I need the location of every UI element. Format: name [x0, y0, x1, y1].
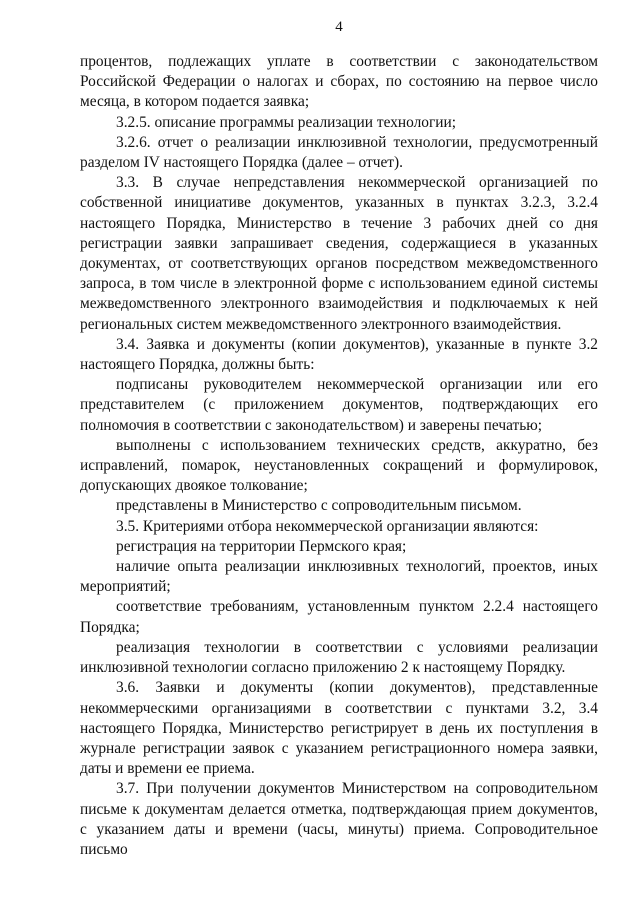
list-item-signed: подписаны руководителем некоммерческой организации или его представителем (с приложением документов, подтверждающих его полномочия в соответствии с законодательством) и заверены печатью; [80, 376, 598, 434]
paragraph-tax-debt-continuation: процентов, подлежащих уплате в соответствии с законодательством Российской Федерации о налогах и сборах, по состоянию на первое число месяца, в котором подается заявка; [80, 53, 598, 111]
criterion-registration: регистрация на территории Пермского края; [116, 537, 407, 555]
list-item-executed: выполнены с использованием технических средств, аккуратно, без исправлений, помарок, неустановленных сокращений и формулировок, допускающих двоякое толкование; [80, 436, 598, 495]
page-number: 4 [335, 19, 343, 35]
paragraph-3-5: 3.5. Критериями отбора некоммерческой организации являются: [116, 517, 539, 535]
paragraph-3-7: 3.7. При получении документов Министерством на сопроводительном письме к документам делается отметка, подтверждающая прием документов, с указанием даты и времени (часы, минуты) приема. Сопроводительное письмо [80, 780, 598, 858]
criterion-requirements: соответствие требованиям, установленным пунктом 2.2.4 настоящего Порядка; [80, 598, 598, 636]
list-item-submitted: представлены в Министерство с сопроводительным письмом. [116, 497, 522, 515]
paragraph-3-2-6: 3.2.6. отчет о реализации инклюзивной технологии, предусмотренный разделом IV настоящего Порядка (далее – отчет). [80, 133, 598, 172]
paragraph-3-3: 3.3. В случае непредставления некоммерческой организацией по собственной инициативе документов, указанных в пунктах 3.2.3, 3.2.4 настоящего Порядка, Министерство в течение 3 рабочих дней со дня регистрации заявки запрашивает сведения, содержащиеся в указанных документах, от соответствующих органов посредством межведомственного запроса, в том числе в электронной форме с использованием единой системы межведомственного электронного взаимодействия и подключаемых к ней региональных систем межведомственного электронного взаимодействия. [80, 174, 598, 333]
paragraph-3-6: 3.6. Заявки и документы (копии документов), представленные некоммерческими организациями в соответствии с пунктами 3.2, 3.4 настоящего Порядка, Министерство регистрирует в день их поступления в журнале регистрации заявок с указанием регистрационного номера заявки, даты и времени ее приема. [80, 679, 598, 778]
criterion-implementation: реализация технологии в соответствии с условиями реализации инклюзивной технологии согласно приложению 2 к настоящему Порядку. [80, 638, 598, 677]
criterion-experience: наличие опыта реализации инклюзивных технологий, проектов, иных мероприятий; [80, 558, 598, 596]
paragraph-3-2-5: 3.2.5. описание программы реализации технологии; [116, 113, 457, 131]
paragraph-3-4: 3.4. Заявка и документы (копии документов), указанные в пункте 3.2 настоящего Порядка, должны быть: [80, 335, 598, 374]
